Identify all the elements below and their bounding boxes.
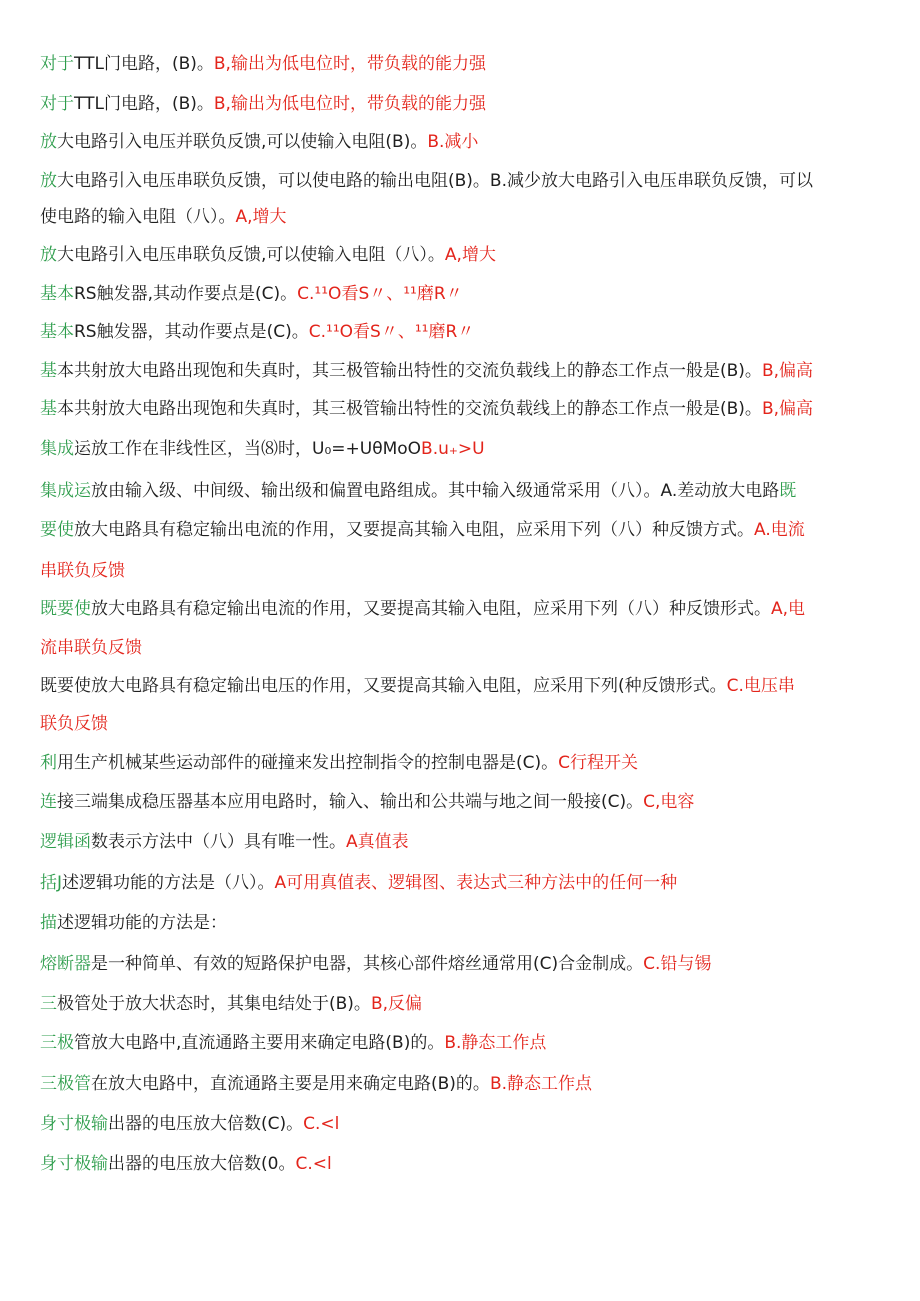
line-lead: 括J [40, 873, 63, 893]
line-lead: 身寸极输 [40, 1154, 108, 1174]
line-body: 大电路引入电压并联负反馈,可以使输入电阻(B)。 [57, 132, 428, 152]
line-body: 出器的电压放大倍数(0。 [108, 1154, 296, 1174]
text-line [40, 205, 882, 229]
line-answer: 串联负反馈 [40, 561, 125, 581]
line-body: TTL门电路，(B)。 [74, 54, 214, 74]
text-line [40, 790, 882, 814]
line-answer: B.静态工作点 [444, 1033, 547, 1053]
text-line [40, 674, 882, 698]
line-answer: B.减小 [427, 132, 479, 152]
line-lead: 逻辑函 [40, 832, 91, 852]
text-line [40, 130, 882, 154]
text-line [40, 1031, 882, 1055]
text-line [40, 751, 882, 775]
line-answer: C.¹¹O看S〃、¹¹磨R〃 [308, 322, 475, 342]
text-line [40, 92, 882, 116]
line-answer: B,偏高 [761, 361, 814, 381]
line-body: 放大电路具有稳定输出电流的作用，又要提高其输入电阻，应采用下列（八）种反馈方式。 [74, 520, 754, 540]
text-line [40, 597, 882, 621]
line-body: 极管处于放大状态时，其集电结处于(B)。 [57, 994, 371, 1014]
line-answer: B,偏高 [761, 399, 814, 419]
text-line [40, 1152, 882, 1176]
line-body: RS触发器,其动作要点是(C)。 [74, 284, 298, 304]
line-answer: B.静态工作点 [489, 1074, 593, 1094]
line-answer: B,反偏 [370, 994, 423, 1014]
line-lead: 要使 [40, 520, 74, 540]
line-answer: C行程开关 [558, 753, 639, 773]
line-answer: A真值表 [346, 832, 409, 852]
line-answer: 联负反馈 [40, 714, 108, 734]
text-line [40, 871, 882, 895]
line-body: 本共射放大电路出现饱和失真时，其三极管输出特性的交流负载线上的静态工作点一般是(B)。 [57, 399, 762, 419]
text-line [40, 559, 882, 583]
text-line [40, 911, 882, 935]
line-answer: C.<l [303, 1114, 340, 1134]
line-body: 运放工作在非线性区，当⑻时，U₀=+UθMoO [74, 439, 422, 459]
line-answer: C,电容 [643, 792, 695, 812]
line-lead: 身寸极输 [40, 1114, 108, 1134]
line-lead: 对于 [40, 94, 74, 114]
text-line [40, 282, 882, 306]
line-answer: A.电流 [754, 520, 805, 540]
line-lead: 放 [40, 132, 57, 152]
text-line [40, 1072, 882, 1096]
line-body: 管放大电路中,直流通路主要用来确定电路(B)的。 [74, 1033, 445, 1053]
text-line [40, 169, 882, 193]
document-page [40, 0, 882, 1301]
line-answer: A可用真值表、逻辑图、表达式三种方法中的任何一种 [274, 873, 678, 893]
line-answer: B.u₊>U [421, 439, 485, 459]
line-lead: 三 [40, 994, 57, 1014]
line-lead: 既要使 [40, 599, 91, 619]
line-lead: 连 [40, 792, 57, 812]
line-body: 接三端集成稳压器基本应用电路时，输入、输出和公共端与地之间一般接(C)。 [57, 792, 644, 812]
line-lead: 基本 [40, 322, 74, 342]
line-lead: 熔断器 [40, 954, 91, 974]
line-lead: 描 [40, 913, 57, 933]
text-line [40, 712, 882, 736]
line-lead: 利 [40, 753, 57, 773]
line-answer: C.电压串 [726, 676, 795, 696]
line-lead: 基 [40, 361, 57, 381]
text-line [40, 397, 882, 421]
line-body: 出器的电压放大倍数(C)。 [108, 1114, 304, 1134]
text-line [40, 830, 882, 854]
line-answer: A,增大 [235, 207, 287, 227]
text-line [40, 992, 882, 1016]
line-lead: 集成运 [40, 481, 91, 501]
line-body: 本共射放大电路出现饱和失真时，其三极管输出特性的交流负载线上的静态工作点一般是(B)。 [57, 361, 762, 381]
line-lead: 集成 [40, 439, 74, 459]
line-answer: B,输出为低电位时，带负载的能力强 [213, 94, 486, 114]
line-answer: A,增大 [444, 245, 496, 265]
text-line [40, 518, 882, 542]
line-body: 既要使放大电路具有稳定输出电压的作用，又要提高其输入电阻，应采用下列(种反馈形式。 [40, 676, 727, 696]
line-body: RS触发器，其动作要点是(C)。 [74, 322, 309, 342]
line-body: 用生产机械某些运动部件的碰撞来发出控制指令的控制电器是(C)。 [57, 753, 559, 773]
line-lead: 放 [40, 171, 57, 191]
line-body: 使电路的输入电阻（八）。 [40, 207, 236, 227]
line-lead: 放 [40, 245, 57, 265]
line-body: 数表示方法中（八）具有唯一性。 [91, 832, 346, 852]
line-body: TTL门电路，(B)。 [74, 94, 214, 114]
line-body: 大电路引入电压串联负反馈,可以使输入电阻（八）。 [57, 245, 445, 265]
text-line [40, 359, 882, 383]
text-line [40, 52, 882, 76]
line-body: 述逻辑功能的方法是： [57, 913, 227, 933]
line-tail: 既 [779, 481, 797, 501]
line-lead: 三极 [40, 1033, 74, 1053]
text-line [40, 243, 882, 267]
text-line [40, 437, 882, 461]
line-body: 是一种简单、有效的短路保护电器，其核心部件熔丝通常用(C)合金制成。 [91, 954, 644, 974]
text-line [40, 636, 882, 660]
text-line [40, 952, 882, 976]
line-body: 放大电路具有稳定输出电流的作用，又要提高其输入电阻，应采用下列（八）种反馈形式。 [91, 599, 771, 619]
line-answer: C.铅与锡 [643, 954, 712, 974]
line-body: 述逻辑功能的方法是（八）。 [62, 873, 275, 893]
line-answer: A,电 [771, 599, 806, 619]
text-line [40, 479, 882, 503]
line-answer: B,输出为低电位时，带负载的能力强 [213, 54, 486, 74]
line-body: 大电路引入电压串联负反馈，可以使电路的输出电阻(B)。B.减少放大电路引入电压串联负反馈，可以 [57, 171, 813, 191]
text-line [40, 1112, 882, 1136]
line-answer: C.<l [295, 1154, 332, 1174]
line-lead: 基 [40, 399, 57, 419]
line-answer: C.¹¹O看S〃、¹¹磨R〃 [297, 284, 463, 304]
line-body: 在放大电路中，直流通路主要是用来确定电路(B)的。 [91, 1074, 490, 1094]
line-lead: 三极管 [40, 1074, 91, 1094]
text-line [40, 320, 882, 344]
line-lead: 基本 [40, 284, 74, 304]
line-lead: 对于 [40, 54, 74, 74]
line-body: 放由输入级、中间级、输出级和偏置电路组成。其中输入级通常采用（八）。A.差动放大电路 [91, 481, 780, 501]
line-answer: 流串联负反馈 [40, 638, 142, 658]
